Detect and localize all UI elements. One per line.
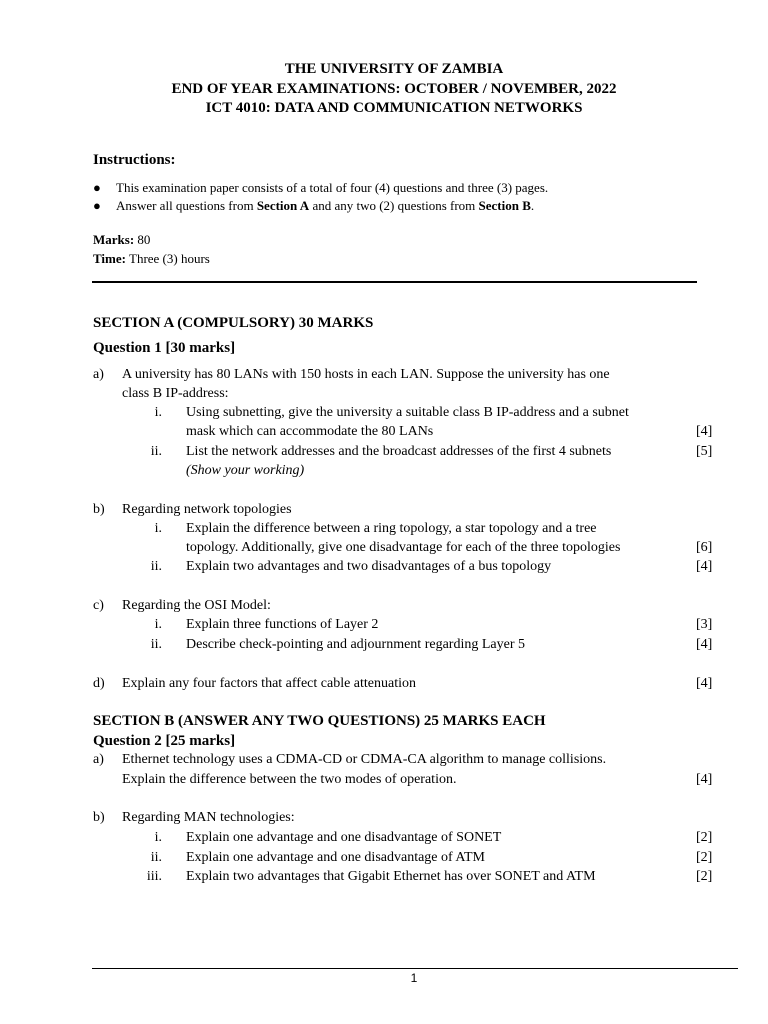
instruction-text: . (530, 198, 535, 213)
instruction-item-2 (116, 198, 534, 214)
q1-c-ii-label: ii. (150, 637, 162, 652)
q1-c-ii-marks: [4] (696, 637, 713, 652)
q1-b-ii-marks: [4] (696, 559, 713, 574)
q1-a-ii-text: List the network addresses and the broadcast addresses of the first 4 subnets (186, 444, 612, 459)
course-title: ICT 4010: DATA AND COMMUNICATION NETWORKS (205, 100, 583, 116)
q2-b-ii-label: ii. (150, 850, 162, 865)
q1-c-text: Regarding the OSI Model: (122, 598, 271, 613)
q1-a-i-marks: [4] (696, 424, 713, 439)
q2-b-i-label: i. (154, 830, 162, 845)
instruction-text: and any two (2) questions from (309, 198, 479, 213)
q1-c-i-marks: [3] (696, 617, 713, 632)
bullet-icon: ● (93, 180, 101, 195)
q2-b-text: Regarding MAN technologies: (122, 810, 295, 825)
q1-b-i-label: i. (154, 521, 162, 536)
q2-b-ii-marks: [2] (696, 850, 713, 865)
q2-b-ii-text: Explain one advantage and one disadvantage of ATM (186, 850, 485, 865)
q1-a-text: A university has 80 LANs with 150 hosts in each LAN. Suppose the university has one (122, 367, 610, 382)
marks-label: Marks: (93, 232, 135, 247)
q1-b-i-text: Explain the difference between a ring topology, a star topology and a tree (186, 521, 597, 536)
q1-a-ii-label: ii. (150, 444, 162, 459)
q1-b-i-text: topology. Additionally, give one disadvantage for each of the three topologies (186, 540, 621, 555)
university-name: THE UNIVERSITY OF ZAMBIA (284, 61, 504, 77)
q1-d-label: d) (93, 676, 105, 691)
q1-b-i-marks: [6] (696, 540, 713, 555)
time-label: Time: (93, 251, 126, 266)
q1-a-ii-note: (Show your working) (186, 463, 305, 478)
q1-a-text: class B IP-address: (122, 386, 229, 401)
q1-a-i-text: Using subnetting, give the university a suitable class B IP-address and a subnet (186, 405, 629, 420)
q1-b-ii-text: Explain two advantages and two disadvantages of a bus topology (186, 559, 552, 574)
header-divider (92, 281, 697, 283)
instruction-text: Answer all questions from (116, 198, 257, 213)
q2-b-i-text: Explain one advantage and one disadvantage of SONET (186, 830, 502, 845)
q2-a-text: Ethernet technology uses a CDMA-CD or CDMA-CA algorithm to manage collisions. (122, 752, 607, 767)
instruction-item-1: This examination paper consists of a total of four (4) questions and three (3) pages. (116, 180, 549, 195)
time-value: Three (3) hours (125, 251, 210, 266)
footer-divider (92, 968, 738, 969)
question-2-title: Question 2 [25 marks] (93, 733, 236, 749)
q2-a-text: Explain the difference between the two modes of operation. (122, 772, 457, 787)
q1-c-ii-text: Describe check-pointing and adjournment regarding Layer 5 (186, 637, 525, 652)
marks-total (93, 232, 150, 248)
q1-a-label: a) (93, 367, 104, 382)
instructions-heading: Instructions: (93, 152, 176, 168)
q1-a-i-label: i. (154, 405, 162, 420)
section-b-ref: Section B (478, 198, 531, 213)
q2-a-label: a) (93, 752, 104, 767)
bullet-icon: ● (93, 198, 101, 213)
q1-d-text: Explain any four factors that affect cable attenuation (122, 676, 416, 691)
q2-b-i-marks: [2] (696, 830, 713, 845)
q2-b-label: b) (93, 810, 105, 825)
q1-c-label: c) (93, 598, 104, 613)
exam-session: END OF YEAR EXAMINATIONS: OCTOBER / NOVEMBER, 2022 (171, 81, 617, 97)
q2-a-marks: [4] (696, 772, 713, 787)
section-a-title: SECTION A (COMPULSORY) 30 MARKS (93, 315, 374, 331)
section-a-ref: Section A (256, 198, 310, 213)
q1-a-ii-marks: [5] (696, 444, 713, 459)
question-1-title: Question 1 [30 marks] (93, 340, 236, 356)
time-allowed (93, 251, 210, 267)
page-number: 1 (410, 971, 418, 985)
q1-c-i-text: Explain three functions of Layer 2 (186, 617, 379, 632)
section-b-title: SECTION B (ANSWER ANY TWO QUESTIONS) 25 MARKS EACH (93, 713, 546, 729)
marks-value: 80 (134, 232, 151, 247)
q1-b-ii-label: ii. (150, 559, 162, 574)
q2-b-iii-marks: [2] (696, 869, 713, 884)
q1-d-marks: [4] (696, 676, 713, 691)
q1-c-i-label: i. (154, 617, 162, 632)
q1-b-label: b) (93, 502, 105, 517)
q1-b-text: Regarding network topologies (122, 502, 292, 517)
q1-a-i-text: mask which can accommodate the 80 LANs (186, 424, 434, 439)
q2-b-iii-label: iii. (146, 869, 162, 884)
q2-b-iii-text: Explain two advantages that Gigabit Ethernet has over SONET and ATM (186, 869, 596, 884)
